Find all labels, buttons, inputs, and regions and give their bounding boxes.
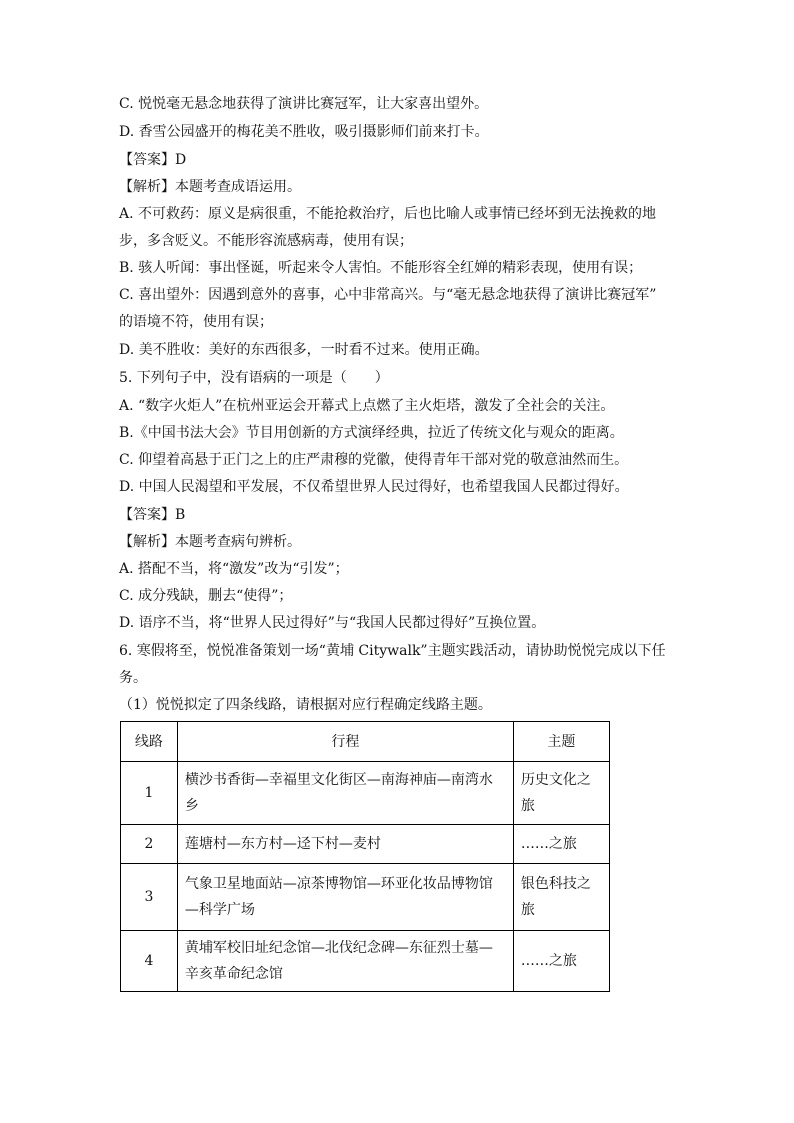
question-5-stem: 5. 下列句子中，没有语病的一项是（ ） [119,370,389,386]
route-number: 4 [121,931,178,992]
analysis-4-c-line1: C. 喜出望外：因遇到意外的喜事，心中非常高兴。与“毫无悬念地获得了演讲比赛冠军” [119,287,657,303]
analysis-4-a-line2: 步，多含贬义。不能形容流感病毒，使用有误； [119,233,413,249]
route-itinerary: 莲塘村—东方村—迳下村—麦村 [177,825,513,864]
route-theme: ……之旅 [513,931,609,992]
table-row [121,762,610,825]
option-d-idiom: D. 香雪公园盛开的梅花美不胜收，吸引摄影师们前来打卡。 [119,124,489,140]
route-number: 3 [121,864,178,931]
analysis-5-title: 【解析】本题考查病句辨析。 [119,534,301,550]
analysis-5-c: C. 成分残缺，删去“使得”； [119,588,293,604]
analysis-4-d: D. 美不胜收：美好的东西很多，一时看不过来。使用正确。 [119,342,489,358]
question-6-stem-line1: 6. 寒假将至，悦悦准备策划一场“黄埔 Citywalk”主题实践活动，请协助悦悦完成以下任 [119,643,666,659]
header-itinerary: 行程 [177,722,513,762]
table-header-row [121,722,610,762]
question-6-sub1: （1）悦悦拟定了四条线路，请根据对应行程确定线路主题。 [119,697,492,713]
route-theme: 银色科技之旅 [513,864,609,931]
route-table [120,721,610,992]
analysis-4-title: 【解析】本题考查成语运用。 [119,179,301,195]
route-itinerary: 黄埔军校旧址纪念馆—北伐纪念碑—东征烈士墓—辛亥革命纪念馆 [177,931,513,992]
answer-4: 【答案】D [119,152,187,168]
route-theme: ……之旅 [513,825,609,864]
question-5-option-d: D. 中国人民渴望和平发展，不仅希望世界人民过得好，也希望我国人民都过得好。 [119,479,629,495]
option-c-idiom: C. 悦悦毫无悬念地获得了演讲比赛冠军，让大家喜出望外。 [119,96,489,112]
answer-5: 【答案】B [119,507,186,523]
table-row [121,864,610,931]
question-5-option-b: B.《中国书法大会》节目用创新的方式演绎经典，拉近了传统文化与观众的距离。 [119,425,624,441]
route-number: 2 [121,825,178,864]
question-6-stem-line2: 务。 [119,670,147,686]
route-theme: 历史文化之旅 [513,762,609,825]
question-5-option-c: C. 仰望着高悬于正门之上的庄严肃穆的党徽，使得青年干部对党的敬意油然而生。 [119,452,629,468]
analysis-4-b: B. 骇人听闻：事出怪诞，听起来令人害怕。不能形容全红婵的精彩表现，使用有误； [119,260,643,276]
analysis-5-d: D. 语序不当，将“世界人民过得好”与“我国人民都过得好”互换位置。 [119,615,546,631]
analysis-4-c-line2: 的语境不符，使用有误； [119,314,273,330]
route-itinerary: 横沙书香街—幸福里文化街区—南海神庙—南湾水乡 [177,762,513,825]
route-number: 1 [121,762,178,825]
table-row [121,825,610,864]
analysis-5-a: A. 搭配不当，将“激发”改为“引发”； [119,561,349,577]
header-theme: 主题 [513,722,609,762]
question-5-option-a: A. “数字火炬人”在杭州亚运会开幕式上点燃了主火炬塔，激发了全社会的关注。 [119,398,615,414]
header-route: 线路 [121,722,178,762]
analysis-4-a-line1: A. 不可救药：原义是病很重，不能抢救治疗，后也比喻人或事情已经坏到无法挽救的地 [119,206,657,222]
route-itinerary: 气象卫星地面站—凉茶博物馆—环亚化妆品博物馆—科学广场 [177,864,513,931]
table-row [121,931,610,992]
